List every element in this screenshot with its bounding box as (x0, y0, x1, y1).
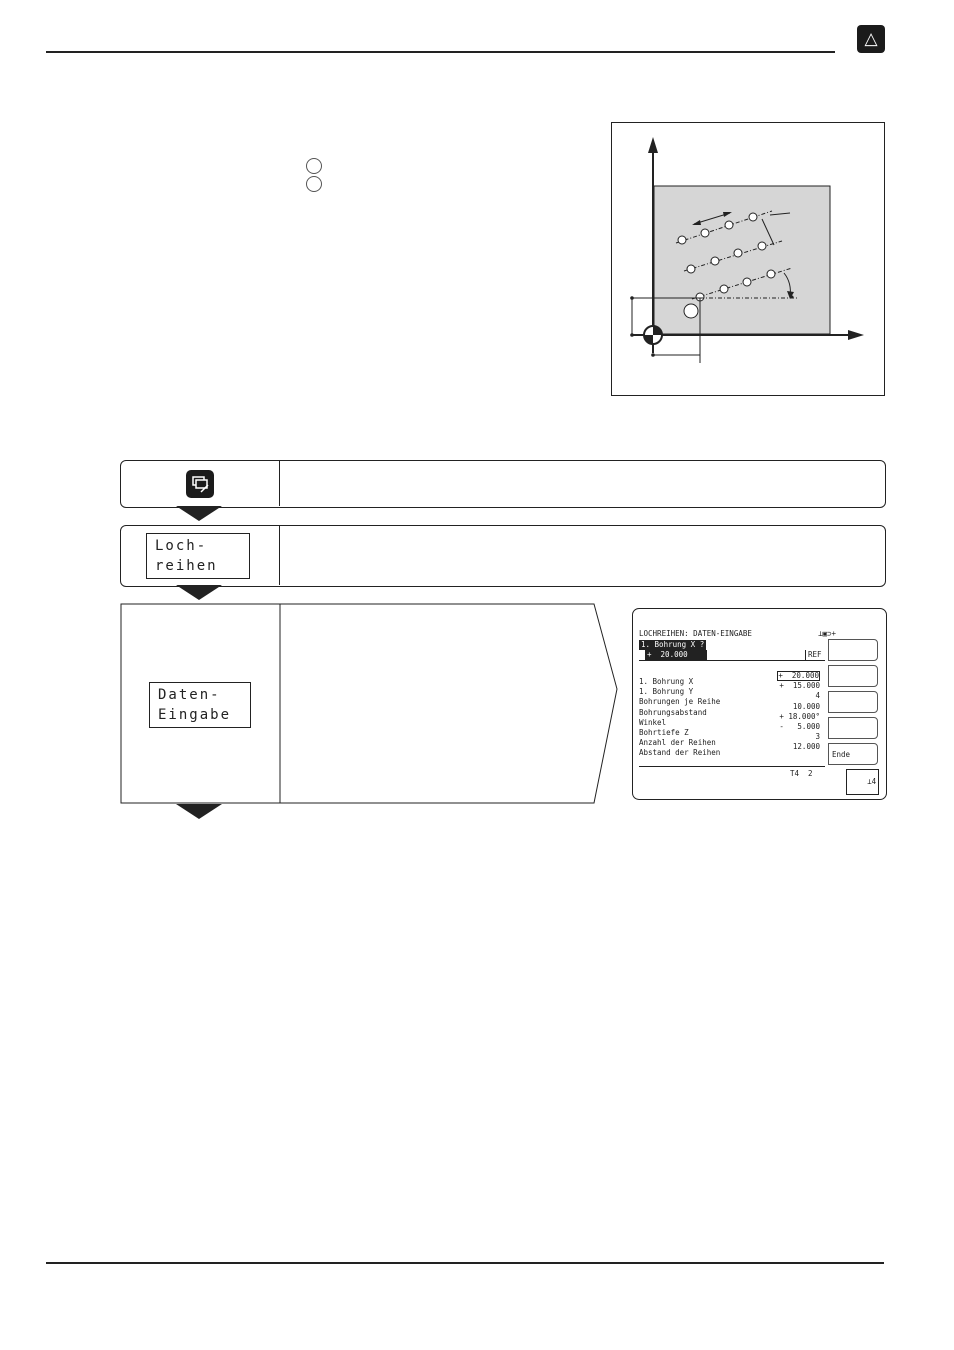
step3-down-arrow (176, 804, 222, 819)
screen-softkey-2[interactable] (828, 665, 878, 687)
row-value: 12.000 (792, 742, 820, 752)
screen-softkey-1[interactable] (828, 639, 878, 661)
screen-softkey-3[interactable] (828, 691, 878, 713)
window-arrow-icon (186, 470, 214, 498)
screen-title: LOCHREIHEN: DATEN-EINGABE (639, 629, 752, 638)
footer-rule (46, 1262, 884, 1264)
data-row (639, 721, 820, 737)
row-label: Bohrungen je Reihe (639, 697, 721, 707)
softkey-line1: Daten- (158, 687, 221, 703)
end-softkey-label: Ende (832, 750, 851, 759)
row-value: 4 (815, 691, 820, 701)
row-value: + 15.000 (779, 681, 820, 691)
step2-divider (279, 526, 280, 585)
softkey-line2: Eingabe (158, 707, 232, 723)
page-down-icon: ⊥ (867, 777, 872, 786)
hole-rows-diagram (612, 123, 884, 395)
row-label: Bohrtiefe Z (639, 727, 689, 737)
row-label: Anzahl der Reihen (639, 738, 716, 748)
step1-down-arrow (176, 506, 222, 521)
screen-softkey-4[interactable] (828, 717, 878, 739)
row-value: - 5.000 (779, 721, 820, 731)
row-value: + 18.000° (779, 711, 820, 721)
warning-triangle-icon: △ (857, 25, 885, 53)
hole-rows-softkey[interactable] (146, 533, 250, 579)
data-entry-softkey[interactable] (149, 682, 251, 728)
screen-data-table (639, 671, 820, 758)
row-label: Abstand der Reihen (639, 748, 721, 758)
step1-divider (279, 461, 280, 506)
screen-input[interactable]: + 20.000 (645, 650, 707, 660)
footer-page-box (846, 769, 879, 795)
ref-label: REF (805, 650, 822, 660)
input-underline (639, 660, 825, 661)
row-value: 10.000 (792, 701, 820, 711)
row-label: 1. Bohrung X (639, 677, 694, 686)
softkey-line1: Loch- (155, 538, 208, 554)
row-label: 1. Bohrung Y (639, 687, 694, 697)
row-label: Winkel (639, 717, 667, 727)
step-mode-select (120, 460, 886, 508)
screen-status-icons: ⊥▣⊃+ (818, 629, 837, 638)
circle-marker-1 (306, 158, 322, 174)
row-label: Bohrungsabstand (639, 707, 707, 717)
row-value: + 20.000 (778, 671, 819, 680)
mode-key-icon[interactable] (186, 470, 214, 498)
screen-softkey-end[interactable] (828, 743, 878, 765)
circle-marker-2 (306, 176, 322, 192)
step2-down-arrow (176, 585, 222, 600)
data-row (639, 681, 820, 697)
footer-rule (639, 766, 825, 767)
display-screen (632, 608, 887, 800)
footer-tool: T4 2 (790, 769, 813, 778)
header-rule (46, 51, 835, 53)
footer-page: 4 (871, 777, 877, 786)
row-value: 3 (815, 732, 820, 742)
data-row (639, 742, 820, 758)
hole-rows-figure (611, 122, 885, 396)
softkey-line2: reihen (155, 558, 218, 574)
screen-prompt: 1. Bohrung X ? (641, 640, 705, 649)
